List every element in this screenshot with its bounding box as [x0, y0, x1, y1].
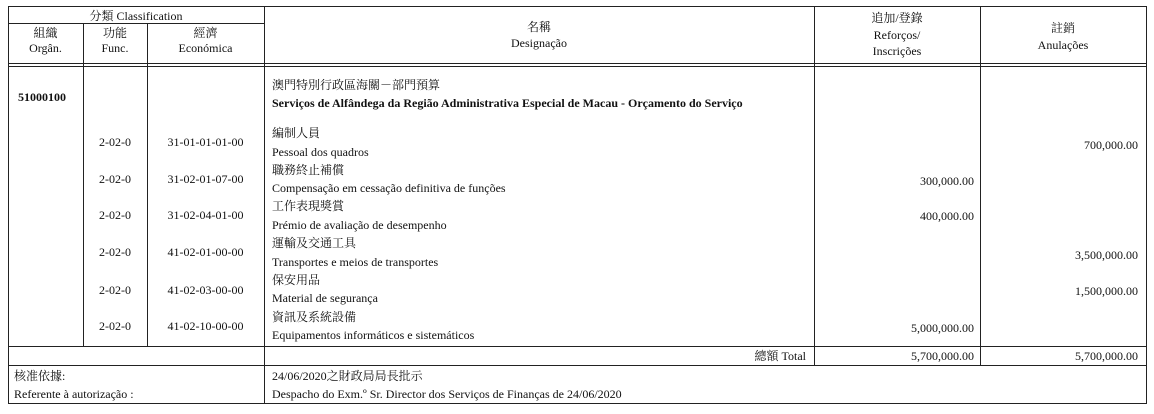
row-func: 2-02-0	[99, 319, 131, 333]
total-reforco: 5,700,000.00	[911, 349, 974, 363]
footer-label-pt: Referente à autorização :	[14, 387, 134, 401]
header-divider-2	[8, 66, 1147, 67]
row-econ: 41-02-01-00-00	[167, 245, 244, 259]
organ-code: 51000100	[18, 90, 66, 104]
row-func: 2-02-0	[99, 283, 131, 297]
header-econ-zh: 經濟	[193, 26, 218, 40]
row-desig-pt: Material de segurança	[272, 291, 378, 305]
header-classification: 分類 Classification	[89, 9, 183, 23]
row-desig-zh: 工作表現獎賞	[272, 199, 345, 213]
classification-divider	[8, 23, 264, 24]
row-desig-zh: 資訊及系統設備	[272, 310, 357, 324]
row-desig-zh: 運輸及交通工具	[272, 236, 357, 250]
header-desig-zh: 名稱	[526, 20, 551, 34]
row-anulacao: 3,500,000.00	[1075, 248, 1138, 262]
row-anulacao: 1,500,000.00	[1075, 284, 1138, 298]
header-desig-pt: Designação	[511, 36, 567, 50]
row-desig-zh: 保安用品	[272, 273, 321, 287]
header-divider	[8, 63, 1147, 64]
row-econ: 31-02-01-07-00	[167, 172, 244, 186]
border-top	[8, 6, 1147, 7]
col-line-5	[980, 6, 981, 366]
row-econ: 41-02-03-00-00	[167, 283, 244, 297]
header-anul-zh: 註銷	[1050, 21, 1075, 35]
organ-name-zh: 澳門特別行政區海關－部門預算	[272, 78, 441, 92]
header-anul-pt: Anulações	[1037, 38, 1089, 52]
organ-name-pt: Serviços de Alfândega da Região Administrativa Especial de Macau - Orçamento do Serviço	[272, 96, 743, 110]
header-organ-pt: Orgân.	[29, 41, 62, 55]
header-reforcos-pt2: Inscrições	[872, 44, 922, 58]
col-line-3	[264, 6, 265, 404]
row-desig-zh: 職務終止補償	[272, 163, 345, 177]
row-desig-pt: Prémio de avaliação de desempenho	[272, 218, 447, 232]
row-desig-pt: Compensação em cessação definitiva de funções	[272, 181, 506, 195]
row-econ: 31-02-04-01-00	[167, 208, 244, 222]
row-func: 2-02-0	[99, 208, 131, 222]
header-func-zh: 功能	[102, 26, 127, 40]
header-reforcos-pt1: Reforços/	[873, 28, 921, 42]
header-econ-pt: Económica	[178, 41, 233, 55]
row-func: 2-02-0	[99, 245, 131, 259]
border-bottom	[8, 403, 1147, 404]
total-label: 總額 Total	[754, 349, 806, 363]
row-econ: 31-01-01-01-00	[167, 135, 244, 149]
total-divider-bottom	[8, 365, 1147, 366]
header-func-pt: Func.	[101, 41, 129, 55]
row-func: 2-02-0	[99, 135, 131, 149]
total-anulacao: 5,700,000.00	[1075, 349, 1138, 363]
row-desig-pt: Transportes e meios de transportes	[272, 255, 439, 269]
row-desig-zh: 編制人員	[272, 126, 321, 140]
footer-value-zh: 24/06/2020之財政局局長批示	[272, 369, 423, 383]
total-divider-top	[8, 346, 1147, 347]
footer-label-zh: 核准依據:	[14, 369, 66, 383]
row-reforco: 5,000,000.00	[911, 321, 974, 335]
row-desig-pt: Equipamentos informáticos e sistemáticos	[272, 328, 475, 342]
budget-table	[8, 6, 1148, 406]
row-anulacao: 700,000.00	[1084, 138, 1138, 152]
header-organ-zh: 組織	[33, 26, 58, 40]
row-reforco: 300,000.00	[920, 174, 974, 188]
footer-value-pt: Despacho do Exm.º Sr. Director dos Serviços de Finanças de 24/06/2020	[272, 387, 622, 401]
row-func: 2-02-0	[99, 172, 131, 186]
row-reforco: 400,000.00	[920, 209, 974, 223]
row-desig-pt: Pessoal dos quadros	[272, 145, 369, 159]
header-reforcos-zh: 追加/登錄	[871, 11, 923, 25]
row-econ: 41-02-10-00-00	[167, 319, 244, 333]
